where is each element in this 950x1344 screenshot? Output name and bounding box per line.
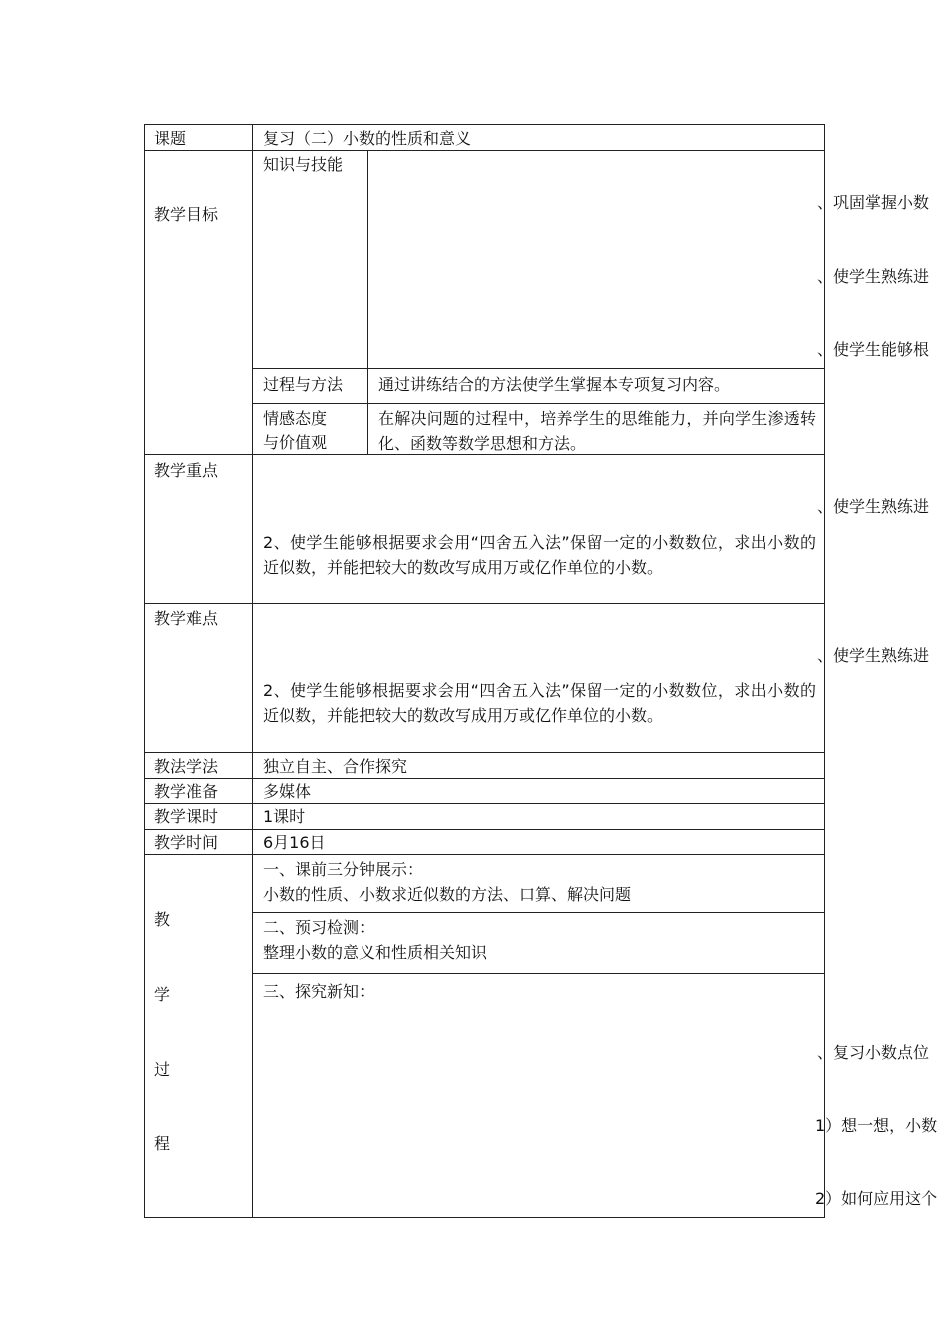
- section-2-body: 整理小数的意义和性质相关知识: [263, 943, 488, 962]
- row-divider: [144, 803, 825, 804]
- difficulties-text: 2、使学生能够根据要求会用“四舍五入法”保留一定的小数数位，求出小数的近似数，并能把较大的数改写成用万或亿作单位的小数。: [263, 681, 816, 725]
- key-points-overflow-line: 、使学生熟练进: [817, 497, 930, 516]
- row-divider: [144, 829, 825, 830]
- knowledge-skills-label: 知识与技能: [263, 155, 344, 174]
- row-divider: [144, 150, 825, 151]
- column-divider: [252, 124, 253, 1218]
- table-border-bottom: [144, 1217, 825, 1218]
- teaching-date-value: 6月16日: [263, 833, 326, 852]
- subject-value: 复习（二）小数的性质和意义: [263, 129, 472, 148]
- method-label: 教法学法: [154, 757, 219, 776]
- row-divider: [144, 854, 825, 855]
- row-divider: [144, 778, 825, 779]
- difficulties-label: 教学难点: [154, 609, 219, 628]
- preparation-label: 教学准备: [154, 782, 219, 801]
- emotion-values-text: 在解决问题的过程中，培养学生的思维能力，并向学生渗透转化、函数等数学思想和方法。: [378, 409, 816, 453]
- row-divider: [252, 368, 825, 369]
- key-points-text: 2、使学生能够根据要求会用“四舍五入法”保留一定的小数数位，求出小数的近似数，并能把较大的数改写成用万或亿作单位的小数。: [263, 533, 816, 577]
- row-divider: [252, 403, 825, 404]
- emotion-values-label-line2: 与价值观: [263, 433, 328, 452]
- section-3-line-2: 1）想一想，小数: [815, 1116, 938, 1135]
- process-label-char-2: 学: [154, 985, 171, 1004]
- class-hours-label: 教学课时: [154, 807, 219, 826]
- objectives-label: 教学目标: [154, 205, 219, 224]
- process-label-char-3: 过: [154, 1060, 171, 1079]
- row-divider: [252, 912, 825, 913]
- class-hours-value: 1课时: [263, 807, 306, 826]
- emotion-values-label-line1: 情感态度: [263, 409, 328, 428]
- process-method-label: 过程与方法: [263, 375, 344, 394]
- process-label-char-4: 程: [154, 1134, 171, 1153]
- section-2-title: 二、预习检测：: [263, 918, 376, 937]
- section-1-title: 一、课前三分钟展示：: [263, 860, 424, 879]
- method-value: 独立自主、合作探究: [263, 757, 408, 776]
- row-divider: [144, 752, 825, 753]
- knowledge-line-1: 、巩固掌握小数: [817, 193, 930, 212]
- difficulties-overflow-line: 、使学生熟练进: [817, 646, 930, 665]
- preparation-value: 多媒体: [263, 782, 312, 801]
- column-divider: [367, 150, 368, 455]
- key-points-label: 教学重点: [154, 461, 219, 480]
- table-border-left: [144, 124, 145, 1218]
- knowledge-line-3: 、使学生能够根: [817, 340, 930, 359]
- row-divider: [144, 603, 825, 604]
- teaching-date-label: 教学时间: [154, 833, 219, 852]
- table-border-top: [144, 124, 825, 125]
- subject-label: 课题: [154, 129, 187, 148]
- section-3-line-1: 、复习小数点位: [817, 1043, 930, 1062]
- row-divider: [252, 973, 825, 974]
- process-label-char-1: 教: [154, 910, 171, 929]
- section-3-title: 三、探究新知：: [263, 982, 376, 1001]
- section-3-line-3: 2）如何应用这个: [815, 1189, 938, 1208]
- knowledge-line-2: 、使学生熟练进: [817, 267, 930, 286]
- process-method-value: 通过讲练结合的方法使学生掌握本专项复习内容。: [378, 375, 731, 394]
- section-1-body: 小数的性质、小数求近似数的方法、口算、解决问题: [263, 885, 632, 904]
